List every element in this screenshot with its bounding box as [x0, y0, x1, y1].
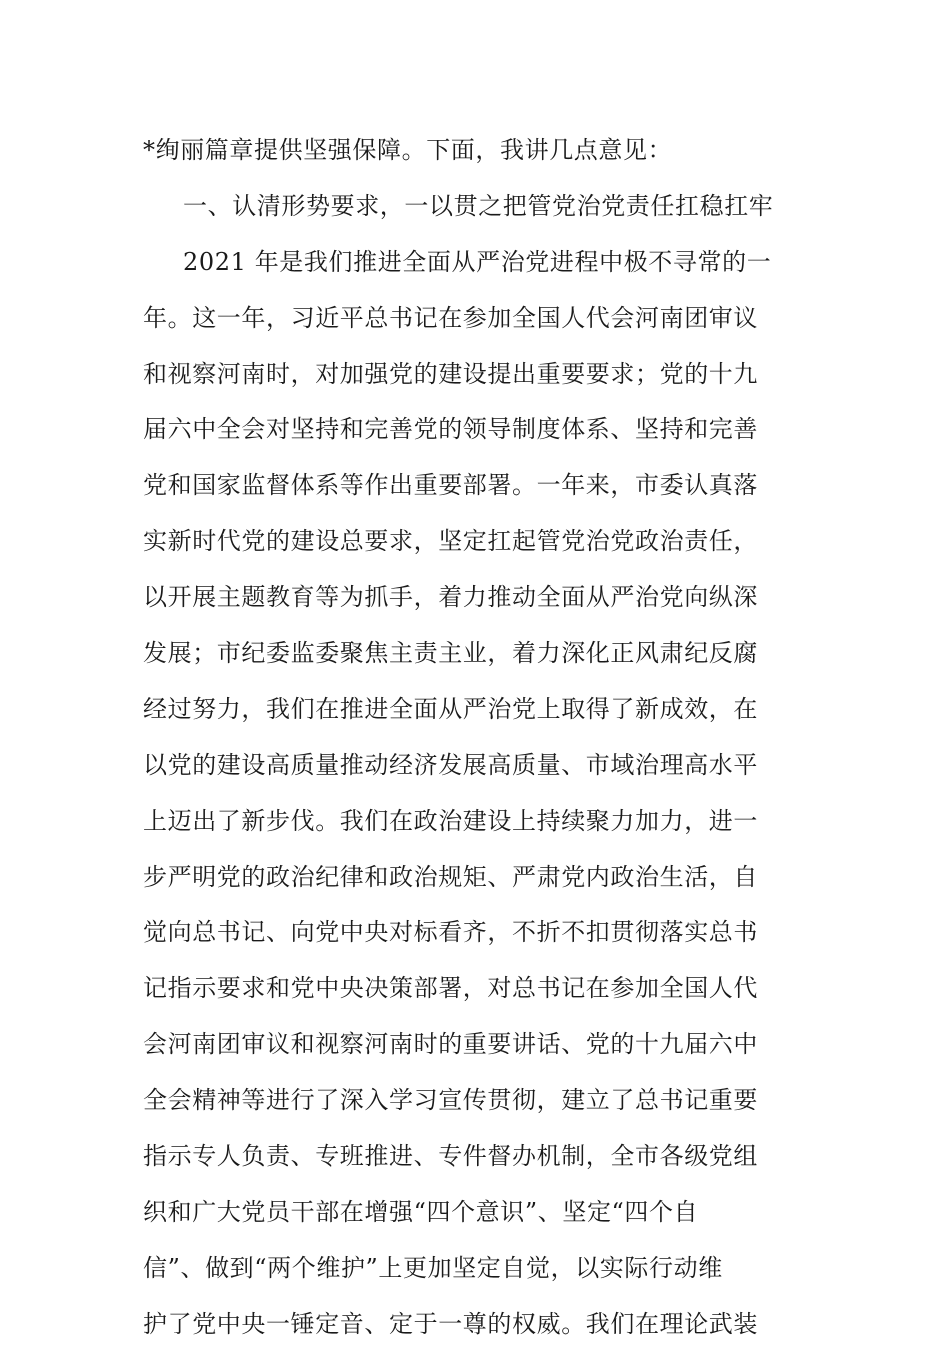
text-line: 实新时代党的建设总要求，坚定扛起管党治党政治责任，	[143, 527, 758, 556]
text-line: 会河南团审议和视察河南时的重要讲话、党的十九届六中	[143, 1030, 758, 1059]
text-line: *绚丽篇章提供坚强保障。下面，我讲几点意见：	[143, 136, 673, 164]
text-line: 年。这一年，习近平总书记在参加全国人代会河南团审议	[143, 303, 758, 332]
text-line: 以党的建设高质量推动经济发展高质量、市域治理高水平	[143, 750, 758, 779]
paragraph-first-line: 2021 年是我们推进全面从严治党进程中极不寻常的一	[183, 247, 772, 276]
text-line: 全会精神等进行了深入学习宣传贯彻，建立了总书记重要	[143, 1086, 758, 1115]
text-line: 织和广大党员干部在增强“四个意识”、坚定“四个自	[143, 1197, 699, 1226]
text-line: 信”、做到“两个维护”上更加坚定自觉，以实际行动维	[143, 1253, 723, 1282]
document-body	[143, 123, 813, 1353]
text-line: 觉向总书记、向党中央对标看齐，不折不扣贯彻落实总书	[143, 918, 758, 947]
text-line: 记指示要求和党中央决策部署，对总书记在参加全国人代	[143, 974, 758, 1003]
text-line: 发展；市纪委监委聚焦主责主业，着力深化正风肃纪反腐	[143, 639, 758, 668]
section-heading: 一、认清形势要求，一以贯之把管党治党责任扛稳扛牢	[183, 191, 774, 220]
text-line: 护了党中央一锤定音、定于一尊的权威。我们在理论武装	[143, 1309, 758, 1338]
text-line: 上迈出了新步伐。我们在政治建设上持续聚力加力，进一	[143, 806, 758, 835]
text-line: 步严明党的政治纪律和政治规矩、严肃党内政治生活，自	[143, 862, 758, 891]
text-line: 和视察河南时，对加强党的建设提出重要要求；党的十九	[143, 359, 758, 388]
text-line: 以开展主题教育等为抓手，着力推动全面从严治党向纵深	[143, 583, 758, 612]
text-line: 经过努力，我们在推进全面从严治党上取得了新成效，在	[143, 694, 758, 723]
text-line: 届六中全会对坚持和完善党的领导制度体系、坚持和完善	[143, 415, 758, 444]
text-line: 指示专人负责、专班推进、专件督办机制，全市各级党组	[143, 1142, 758, 1171]
text-line: 党和国家监督体系等作出重要部署。一年来，市委认真落	[143, 471, 758, 500]
